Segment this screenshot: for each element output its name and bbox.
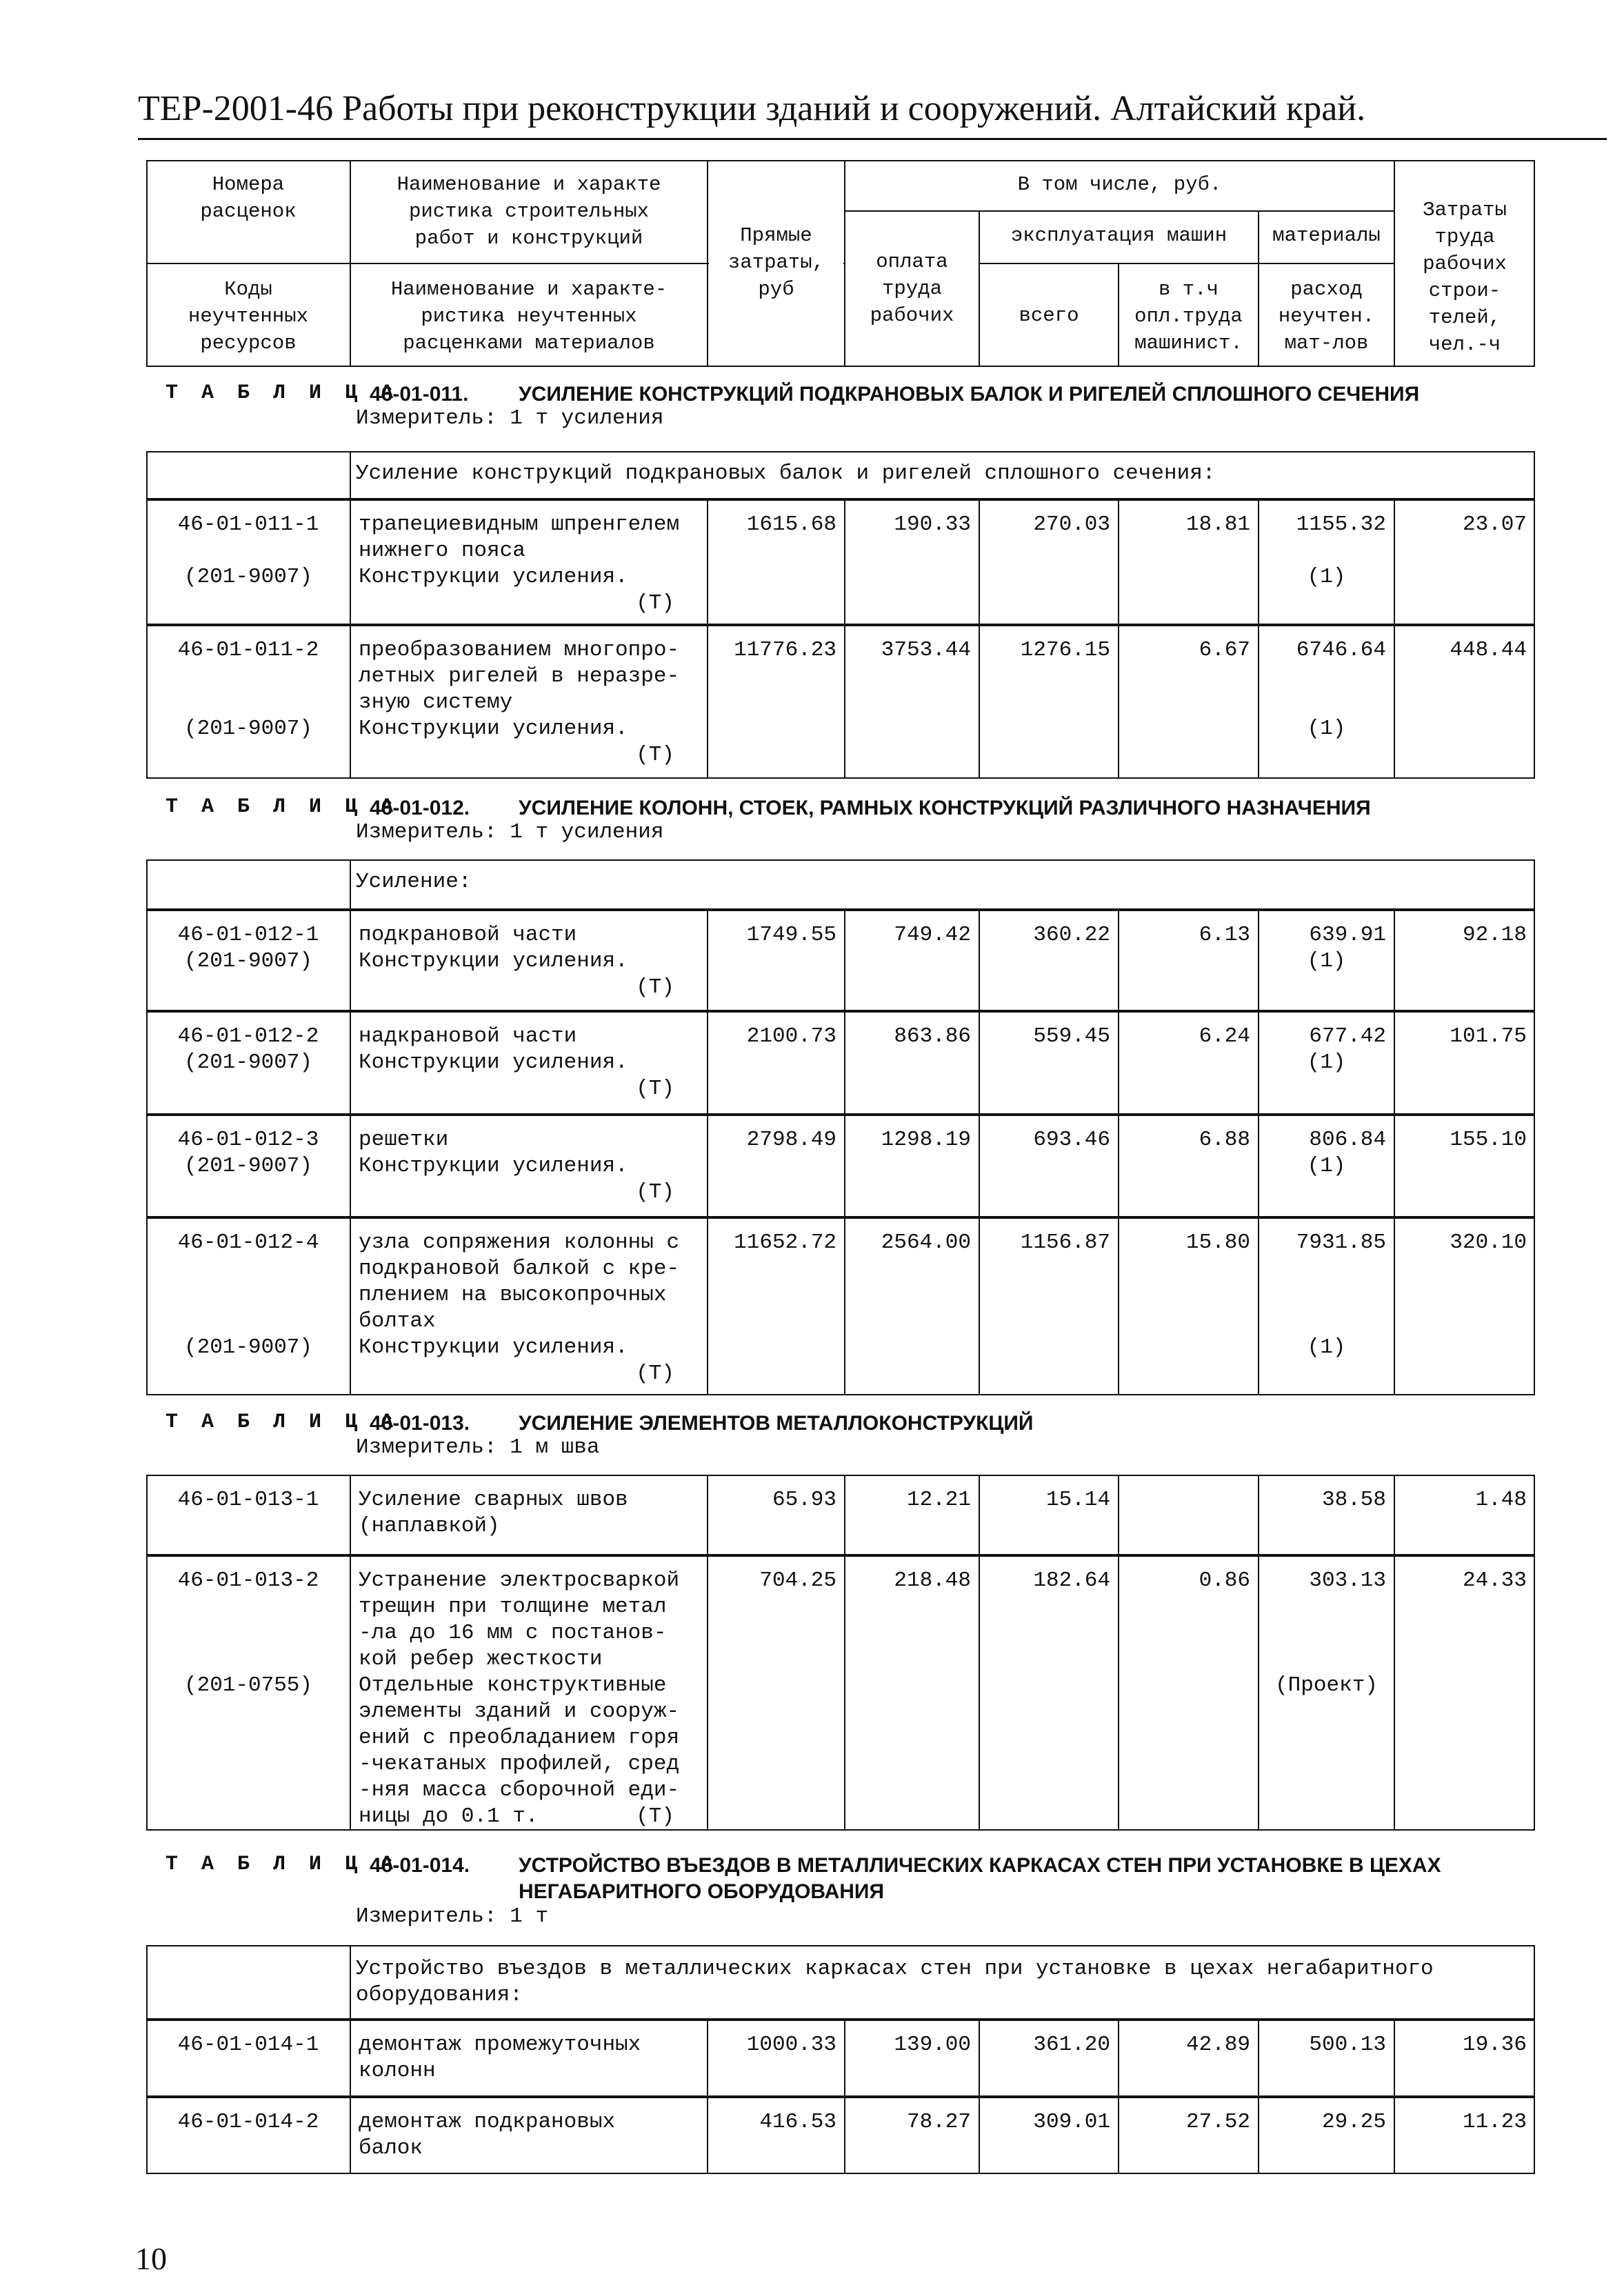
resource-code: (201-9007) [183,949,313,973]
section-meter: Измеритель: 1 м шва [356,1435,600,1460]
machines-total: 309.01 [1033,2110,1110,2134]
row-divider [1259,263,1394,264]
machines-total: 693.46 [1033,1128,1110,1152]
material-consumption: (1) [1307,1154,1346,1178]
column-divider [350,2097,351,2174]
materials-cost: 500.13 [1309,2033,1386,2057]
resource-code: (201-0755) [183,1673,313,1697]
materials-cost: 38.58 [1321,1488,1386,1512]
direct-costs: 2100.73 [746,1024,836,1048]
column-divider [1258,2020,1259,2097]
labor-hours: 320.10 [1450,1231,1527,1255]
section-intro-box [146,859,1535,910]
resource-description: Конструкции усиления. [359,565,628,589]
work-description: трапециевидным шпренгелем нижнего пояса [359,512,680,563]
direct-costs: 11652.72 [734,1231,836,1255]
column-divider [1394,2020,1395,2097]
document-title: ТЕР-2001-46 Работы при реконструкции зданий и сооружений. Алтайский край. [138,89,1366,128]
resource-description: Конструкции усиления. [359,1335,628,1359]
section-label: Т А Б Л И Ц А [166,795,399,819]
header-machine-operation: эксплуатация машин [1010,224,1227,247]
rate-code: 46-01-014-1 [177,2033,319,2057]
column-divider [707,2020,708,2097]
rate-code: 46-01-012-1 [177,923,319,947]
materials-cost: 1155.32 [1296,512,1386,537]
column-divider [350,2020,351,2097]
resource-description: Конструкции усиления. [359,717,628,741]
column-divider [1118,2020,1119,2097]
unit-marker: (Т) [636,975,674,999]
column-divider [1394,2097,1395,2174]
resource-code: (201-9007) [183,1154,313,1178]
column-divider [844,2097,845,2174]
resource-description: Отдельные конструктивные элементы зданий и сооруж- ений с преобладанием горя -чекатаных профилей, сред -няя масса сборочной еди- ницы до 0.1 т. [359,1673,680,1829]
rate-code: 46-01-012-2 [177,1024,319,1048]
column-divider [979,1555,980,1831]
header-machines-total: всего [1019,304,1079,327]
rate-code: 46-01-014-2 [177,2110,319,2134]
page-number: 10 [135,2241,167,2276]
title-rule [138,138,1607,140]
machines-total: 361.20 [1033,2033,1110,2057]
column-divider [1118,1555,1119,1831]
material-consumption: (1) [1307,565,1346,589]
rate-code: 46-01-013-2 [177,1568,319,1593]
unit-marker: (Т) [636,1180,674,1204]
work-description: подкрановой части [359,923,577,947]
section-meter: Измеритель: 1 т усиления [356,406,664,430]
materials-cost: 303.13 [1309,1568,1386,1593]
machines-total: 182.64 [1033,1568,1110,1593]
column-divider [707,1555,708,1831]
column-divider [1118,2097,1119,2174]
labor-pay: 749.42 [894,923,971,947]
unit-marker: (Т) [636,1362,674,1386]
labor-pay: 863.86 [894,1024,971,1048]
work-description: узла сопряжения колонны с подкрановой балкой с кре- плением на высокопрочных болтах [359,1231,680,1333]
work-description: демонтаж промежуточных колонн [359,2033,641,2083]
column-divider [844,1555,845,1831]
materials-cost: 29.25 [1321,2110,1386,2134]
section-code: 46-01-013. [370,1412,470,1435]
section-label: Т А Б Л И Ц А [166,381,399,405]
direct-costs: 704.25 [759,1568,836,1593]
section-title: УСИЛЕНИЕ ЭЛЕМЕНТОВ МЕТАЛЛОКОНСТРУКЦИЙ [519,1412,1034,1435]
work-description: Устранение электросваркой трещин при толщине метал -ла до 16 мм с постанов- кой ребер жесткости [359,1568,680,1671]
operator-pay: 0.86 [1199,1568,1250,1593]
labor-hours: 448.44 [1450,638,1527,662]
section-title: УСИЛЕНИЕ КОНСТРУКЦИЙ ПОДКРАНОВЫХ БАЛОК И РИГЕЛЕЙ СПЛОШНОГО СЕЧЕНИЯ [519,383,1420,406]
resource-code: (201-9007) [183,1050,313,1075]
labor-pay: 218.48 [894,1568,971,1593]
labor-hours: 23.07 [1462,512,1527,537]
resource-code: (201-9007) [183,1335,313,1359]
labor-pay: 3753.44 [881,638,971,662]
column-divider [350,1945,351,2020]
column-divider [1118,1475,1119,1555]
direct-costs: 1615.68 [746,512,836,537]
labor-pay: 78.27 [906,2110,971,2134]
header-labor-hours: Затраты труда рабочих строи- телей, чел.-ч [1423,199,1507,356]
machines-total: 1276.15 [1020,638,1110,662]
header-direct-costs: Прямые затраты, руб [728,224,825,301]
work-description: Усиление сварных швов (наплавкой) [359,1488,628,1538]
work-description: надкрановой части [359,1024,577,1048]
resource-description: Конструкции усиления. [359,949,628,973]
labor-pay: 139.00 [894,2033,971,2057]
resource-description: Конструкции усиления. [359,1050,628,1075]
direct-costs: 416.53 [759,2110,836,2134]
labor-hours: 1.48 [1475,1488,1527,1512]
header-rate-numbers: Номера расценок [200,173,297,223]
section-intro: Усиление: [356,870,472,894]
unit-marker: (Т) [636,1804,674,1829]
direct-costs: 1000.33 [746,2033,836,2057]
header-work-name: Наименование и характе ристика строительных работ и конструкций [397,173,661,250]
labor-hours: 101.75 [1450,1024,1527,1048]
header-resource-codes: Коды неучтенных ресурсов [188,278,309,355]
section-title: УСТРОЙСТВО ВЪЕЗДОВ В МЕТАЛЛИЧЕСКИХ КАРКАСАХ СТЕН ПРИ УСТАНОВКЕ В ЦЕХАХ [519,1854,1441,1877]
section-code: 46-01-014. [370,1854,470,1877]
table-row [146,2020,1535,2097]
material-consumption: (1) [1307,717,1346,741]
operator-pay: 6.24 [1199,1024,1250,1048]
rate-code: 46-01-013-1 [177,1488,319,1512]
table-row [146,2097,1535,2174]
operator-pay: 6.13 [1199,923,1250,947]
operator-pay: 27.52 [1185,2110,1250,2134]
column-divider [979,2097,980,2174]
section-label: Т А Б Л И Ц А [166,1411,399,1434]
header-materials: материалы [1272,224,1381,247]
section-intro: Устройство въездов в металлических каркасах стен при установке в цехах негабаритного оборудования: [356,1957,1434,2007]
materials-cost: 806.84 [1309,1128,1386,1152]
section-code: 46-01-012. [370,797,470,819]
materials-cost: 6746.64 [1296,638,1386,662]
material-consumption: (1) [1307,949,1346,973]
direct-costs: 65.93 [772,1488,836,1512]
section-meter: Измеритель: 1 т усиления [356,820,664,844]
labor-hours: 92.18 [1462,923,1527,947]
direct-costs: 11776.23 [734,638,836,662]
labor-hours: 19.36 [1462,2033,1527,2057]
header-including: В том числе, руб. [1017,173,1222,196]
row-divider [979,263,1259,264]
material-consumption: (1) [1307,1050,1346,1075]
material-consumption: (1) [1307,1335,1346,1359]
machines-total: 559.45 [1033,1024,1110,1048]
column-divider [979,2020,980,2097]
rate-code: 46-01-011-2 [177,638,319,662]
header-material-name: Наименование и характе- ристика неучтенных расценками материалов [390,278,668,355]
machines-total: 15.14 [1045,1488,1110,1512]
direct-costs: 1749.55 [746,923,836,947]
labor-pay: 2564.00 [881,1231,971,1255]
machines-total: 1156.87 [1020,1231,1110,1255]
section-code: 46-01-011. [370,383,469,406]
section-intro: Усиление конструкций подкрановых балок и ригелей сплошного сечения: [356,461,1216,486]
operator-pay: 18.81 [1185,512,1250,537]
work-description: демонтаж подкрановых балок [359,2110,616,2160]
unit-marker: (Т) [636,1077,674,1101]
resource-description: Конструкции усиления. [359,1154,628,1178]
machines-total: 270.03 [1033,512,1110,537]
header-material-consumption: расход неучтен. мат-лов [1278,278,1375,355]
operator-pay: 6.88 [1199,1128,1250,1152]
labor-hours: 24.33 [1462,1568,1527,1593]
operator-pay: 6.67 [1199,638,1250,662]
column-divider [844,2020,845,2097]
section-title: УСИЛЕНИЕ КОЛОНН, СТОЕК, РАМНЫХ КОНСТРУКЦИЙ РАЗЛИЧНОГО НАЗНАЧЕНИЯ [519,797,1371,819]
operator-pay: 42.89 [1185,2033,1250,2057]
resource-code: (201-9007) [183,565,313,589]
unit-marker: (Т) [636,591,674,615]
work-description: преобразованием многопро- летных ригелей в неразре- зную систему [359,638,680,715]
labor-pay: 12.21 [906,1488,971,1512]
column-divider [1258,2097,1259,2174]
section-label: Т А Б Л И Ц А [166,1853,399,1876]
rate-code: 46-01-012-3 [177,1128,319,1152]
section-title-line2: НЕГАБАРИТНОГО ОБОРУДОВАНИЯ [519,1880,885,1903]
rate-code: 46-01-012-4 [177,1231,319,1255]
section-meter: Измеритель: 1 т [356,1904,549,1929]
machines-total: 360.22 [1033,923,1110,947]
labor-hours: 155.10 [1450,1128,1527,1152]
resource-code: (201-9007) [183,717,313,741]
materials-cost: 639.91 [1309,923,1386,947]
labor-pay: 1298.19 [881,1128,971,1152]
labor-hours: 11.23 [1462,2110,1527,2134]
unit-marker: (Т) [636,743,674,767]
rate-code: 46-01-011-1 [177,512,319,537]
column-divider [350,451,351,499]
column-divider [350,859,351,910]
direct-costs: 2798.49 [746,1128,836,1152]
column-divider [707,2097,708,2174]
work-description: решетки [359,1128,449,1152]
header-labor-pay: оплата труда рабочих [870,250,954,327]
header-operator-pay: в т.ч опл.труда машинист. [1134,278,1243,355]
materials-cost: 7931.85 [1296,1231,1386,1255]
material-consumption: (Проект) [1275,1673,1378,1697]
materials-cost: 677.42 [1309,1024,1386,1048]
labor-pay: 190.33 [894,512,971,537]
operator-pay: 15.80 [1185,1231,1250,1255]
